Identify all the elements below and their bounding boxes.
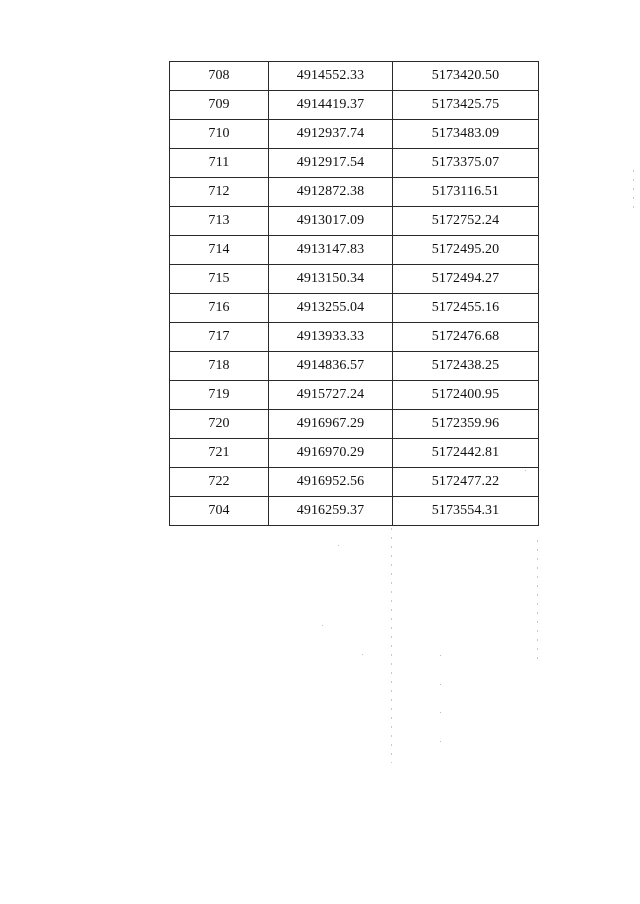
y-coordinate-cell: 5172494.27 (393, 265, 539, 294)
scan-artifact-line (537, 540, 538, 660)
table-row (170, 381, 539, 410)
point-id-cell: 713 (170, 207, 269, 236)
y-coordinate-cell: 5172477.22 (393, 468, 539, 497)
scan-speck (338, 545, 339, 546)
y-coordinate-cell: 5172442.81 (393, 439, 539, 468)
y-coordinate-cell: 5172359.96 (393, 410, 539, 439)
scan-speck (440, 741, 441, 742)
x-coordinate-cell: 4916967.29 (269, 410, 393, 439)
point-id-cell: 714 (170, 236, 269, 265)
table-row (170, 410, 539, 439)
table-row (170, 149, 539, 178)
x-coordinate-cell: 4914836.57 (269, 352, 393, 381)
point-id-cell: 720 (170, 410, 269, 439)
scan-speck (525, 470, 526, 471)
point-id-cell: 716 (170, 294, 269, 323)
table-row (170, 439, 539, 468)
coordinates-table-body (170, 62, 539, 526)
table-row (170, 265, 539, 294)
point-id-cell: 721 (170, 439, 269, 468)
table-row (170, 468, 539, 497)
x-coordinate-cell: 4913017.09 (269, 207, 393, 236)
x-coordinate-cell: 4914419.37 (269, 91, 393, 120)
point-id-cell: 708 (170, 62, 269, 91)
table-row (170, 294, 539, 323)
table-row (170, 62, 539, 91)
x-coordinate-cell: 4913933.33 (269, 323, 393, 352)
scan-speck (440, 684, 441, 685)
x-coordinate-cell: 4916259.37 (269, 497, 393, 526)
scan-speck (362, 654, 363, 655)
table-row (170, 207, 539, 236)
point-id-cell: 715 (170, 265, 269, 294)
y-coordinate-cell: 5172438.25 (393, 352, 539, 381)
point-id-cell: 711 (170, 149, 269, 178)
point-id-cell: 712 (170, 178, 269, 207)
y-coordinate-cell: 5173554.31 (393, 497, 539, 526)
table-row (170, 91, 539, 120)
x-coordinate-cell: 4913150.34 (269, 265, 393, 294)
table-row (170, 497, 539, 526)
point-id-cell: 704 (170, 497, 269, 526)
x-coordinate-cell: 4912917.54 (269, 149, 393, 178)
scan-speck (440, 655, 441, 656)
table-row (170, 236, 539, 265)
y-coordinate-cell: 5172400.95 (393, 381, 539, 410)
y-coordinate-cell: 5172476.68 (393, 323, 539, 352)
point-id-cell: 722 (170, 468, 269, 497)
point-id-cell: 717 (170, 323, 269, 352)
x-coordinate-cell: 4913147.83 (269, 236, 393, 265)
y-coordinate-cell: 5173116.51 (393, 178, 539, 207)
point-id-cell: 718 (170, 352, 269, 381)
point-id-cell: 719 (170, 381, 269, 410)
y-coordinate-cell: 5173425.75 (393, 91, 539, 120)
x-coordinate-cell: 4915727.24 (269, 381, 393, 410)
y-coordinate-cell: 5172455.16 (393, 294, 539, 323)
scan-artifact-line (633, 170, 634, 215)
x-coordinate-cell: 4916952.56 (269, 468, 393, 497)
x-coordinate-cell: 4914552.33 (269, 62, 393, 91)
y-coordinate-cell: 5173420.50 (393, 62, 539, 91)
coordinates-table (169, 61, 539, 526)
table-row (170, 120, 539, 149)
table-row (170, 178, 539, 207)
table-row (170, 323, 539, 352)
table-row (170, 352, 539, 381)
y-coordinate-cell: 5173375.07 (393, 149, 539, 178)
scan-speck (322, 625, 323, 626)
y-coordinate-cell: 5172495.20 (393, 236, 539, 265)
scan-artifact-line (391, 528, 392, 763)
x-coordinate-cell: 4913255.04 (269, 294, 393, 323)
x-coordinate-cell: 4916970.29 (269, 439, 393, 468)
y-coordinate-cell: 5173483.09 (393, 120, 539, 149)
point-id-cell: 710 (170, 120, 269, 149)
x-coordinate-cell: 4912937.74 (269, 120, 393, 149)
point-id-cell: 709 (170, 91, 269, 120)
x-coordinate-cell: 4912872.38 (269, 178, 393, 207)
y-coordinate-cell: 5172752.24 (393, 207, 539, 236)
scan-speck (440, 712, 441, 713)
